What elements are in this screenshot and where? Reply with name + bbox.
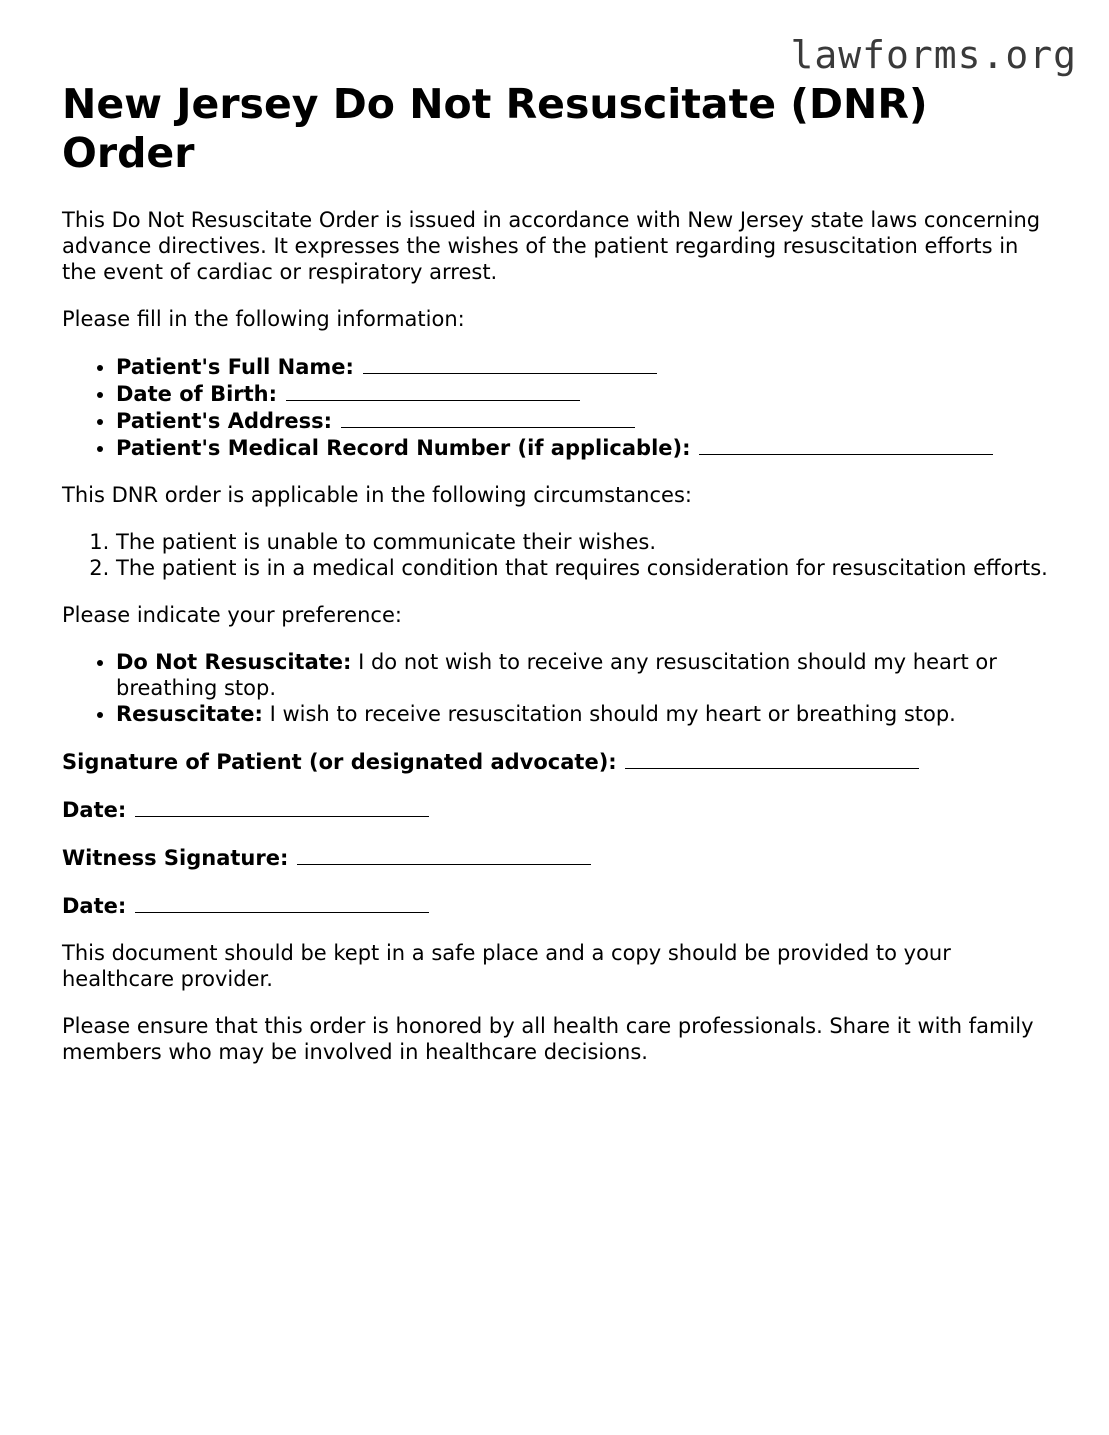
fill-prompt: Please fill in the following information: xyxy=(62,307,465,331)
preference-resuscitate-label: Resuscitate: xyxy=(116,702,263,726)
medical-record-number-item xyxy=(116,434,1052,461)
patient-signature-label: Signature of Patient (or designated advocate): xyxy=(62,750,617,774)
patient-date-line xyxy=(62,796,1052,823)
date-of-birth-field[interactable] xyxy=(286,380,580,401)
patient-address-label: Patient's Address: xyxy=(116,409,333,433)
preference-list xyxy=(62,649,1052,727)
watermark: lawforms.org xyxy=(790,33,1077,77)
medical-record-number-field[interactable] xyxy=(699,434,993,455)
patient-address-item xyxy=(116,407,1052,434)
date-of-birth-item xyxy=(116,380,1052,407)
circumstances-list xyxy=(62,529,1052,581)
patient-name-label: Patient's Full Name: xyxy=(116,355,354,379)
closing-paragraph-2: Please ensure that this order is honored by all health care professionals. Share it with family members who may be involved in healthcare decisions. xyxy=(62,1014,1034,1064)
witness-signature-line xyxy=(62,844,1052,871)
patient-date-label: Date: xyxy=(62,798,127,822)
closing-paragraph-1: This document should be kept in a safe place and a copy should be provided to your healthcare provider. xyxy=(62,941,951,991)
patient-address-field[interactable] xyxy=(341,407,635,428)
circumstances-prompt: This DNR order is applicable in the following circumstances: xyxy=(62,483,692,507)
patient-date-field[interactable] xyxy=(135,796,429,817)
intro-paragraph: This Do Not Resuscitate Order is issued in accordance with New Jersey state laws concerning advance directives. It expresses the wishes of the patient regarding resuscitation efforts in the event of cardiac or respiratory arrest. xyxy=(62,208,1041,284)
preference-dnr-item xyxy=(116,649,1052,701)
date-of-birth-label: Date of Birth: xyxy=(116,382,278,406)
witness-signature-field[interactable] xyxy=(297,844,591,865)
witness-date-field[interactable] xyxy=(135,892,429,913)
witness-date-label: Date: xyxy=(62,894,127,918)
patient-name-field[interactable] xyxy=(363,353,657,374)
circumstance-item: 2. The patient is in a medical condition that requires consideration for resuscitation efforts. xyxy=(116,555,1052,581)
witness-date-line xyxy=(62,892,1052,919)
medical-record-number-label: Patient's Medical Record Number (if applicable): xyxy=(116,436,691,460)
preference-resuscitate-text: I wish to receive resuscitation should my heart or breathing stop. xyxy=(269,702,956,726)
preference-dnr-label: Do Not Resuscitate: xyxy=(116,650,352,674)
patient-signature-field[interactable] xyxy=(625,748,919,769)
document-page xyxy=(62,80,1052,1086)
document-title: New Jersey Do Not Resuscitate (DNR) Order xyxy=(62,80,928,177)
patient-info-list xyxy=(62,353,1052,461)
preference-prompt: Please indicate your preference: xyxy=(62,603,402,627)
preference-dnr-text: I do not wish to receive any resuscitation should my heart or breathing stop. xyxy=(116,650,997,700)
preference-resuscitate-item xyxy=(116,701,1052,727)
patient-name-item xyxy=(116,353,1052,380)
circumstance-item: 1. The patient is unable to communicate their wishes. xyxy=(116,529,1052,555)
patient-signature-line xyxy=(62,748,1052,775)
witness-signature-label: Witness Signature: xyxy=(62,846,289,870)
